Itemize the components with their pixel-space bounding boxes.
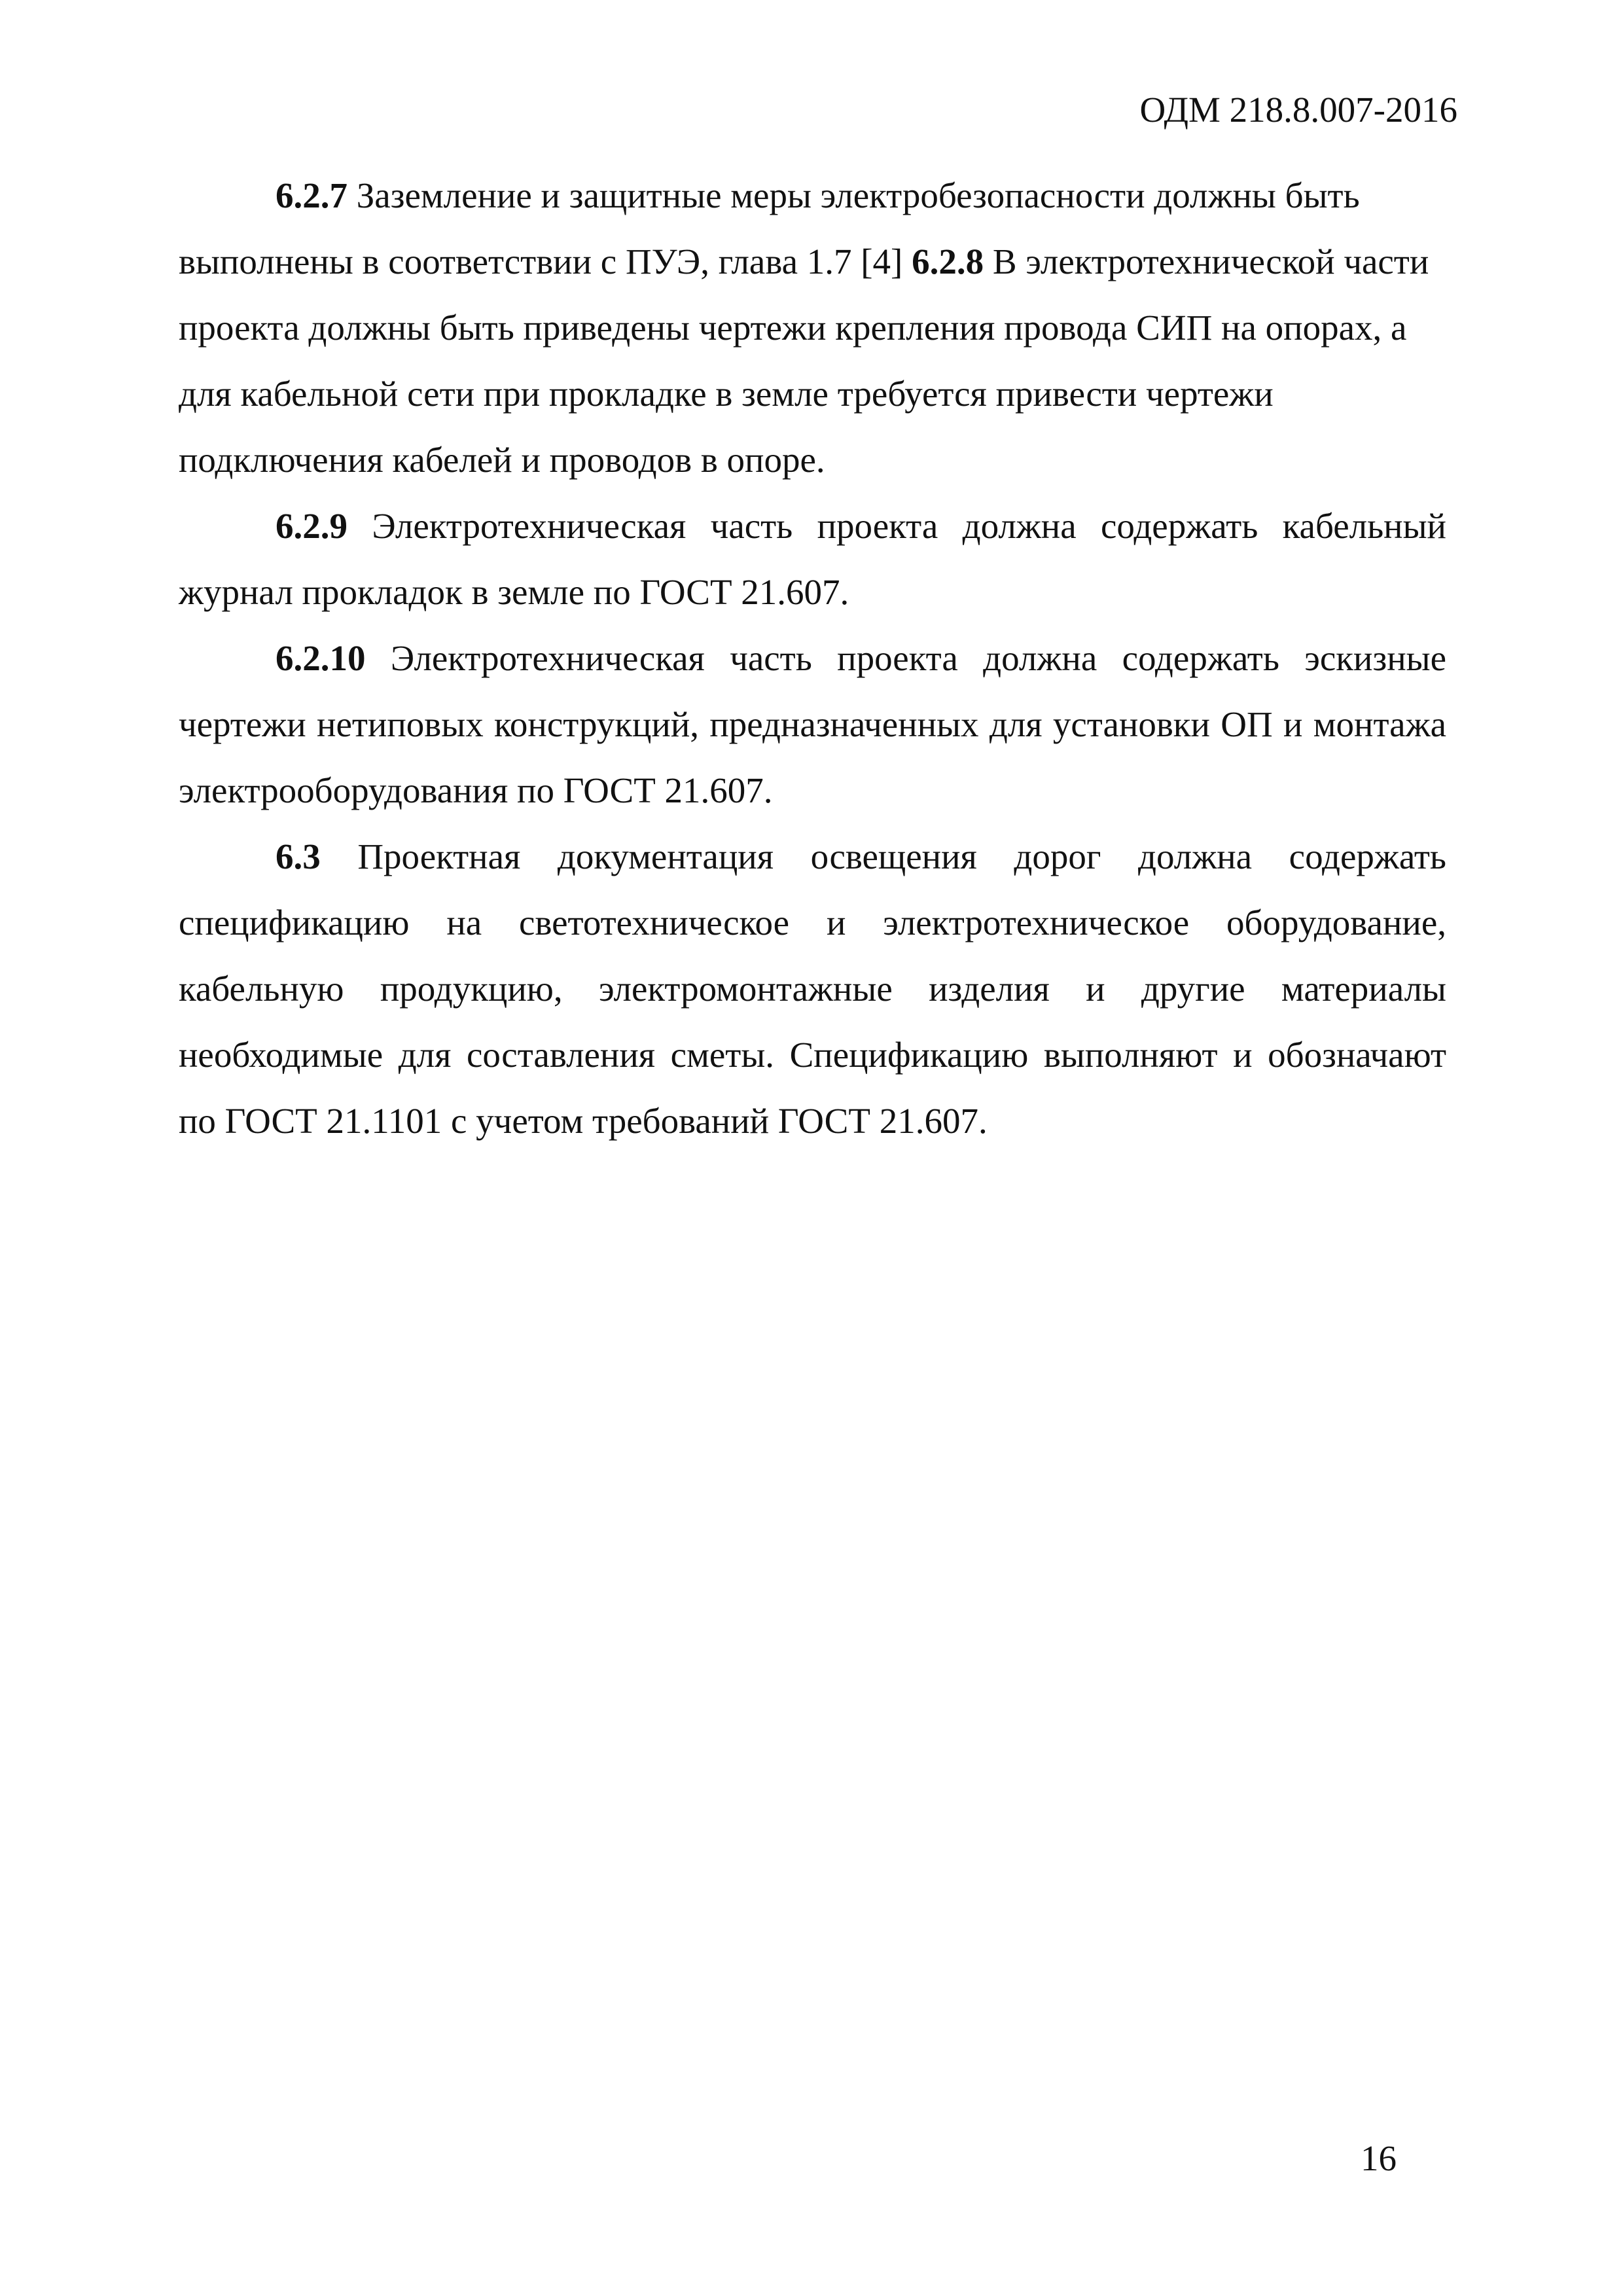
clause-number-6-2-10: 6.2.10	[276, 638, 366, 678]
clause-text-6-2-8: В электротехнической части проекта должны быть приведены чертежи крепления провода СИП на опорах, а для кабельной сети при прокладке в земле требуется привести чертежи подключения кабелей и проводов в опоре.	[179, 242, 1429, 480]
document-code: ОДМ 218.8.007-2016	[1139, 90, 1457, 130]
clause-text-6-2-10: Электротехническая часть проекта должна содержать эскизные чертежи нетиповых конструкций, предназначенных для установки ОП и монтажа электрооборудования по ГОСТ 21.607.	[179, 638, 1446, 810]
paragraph-6-2-7	[179, 162, 1446, 493]
clause-number-6-3: 6.3	[276, 836, 321, 876]
clause-text-6-2-7: Заземление и защитные меры электробезопасности должны быть выполнены в соответствии с ПУЭ, глава 1.7 [4]	[179, 175, 1360, 281]
clause-number-6-2-9: 6.2.9	[276, 506, 348, 546]
clause-number-6-2-8: 6.2.8	[912, 242, 984, 281]
paragraph-6-3	[179, 823, 1446, 1154]
clause-number-6-2-7: 6.2.7	[276, 175, 348, 215]
paragraph-6-2-10	[179, 625, 1446, 823]
paragraph-6-2-9	[179, 493, 1446, 625]
clause-text-6-2-9: Электротехническая часть проекта должна содержать кабельный журнал прокладок в земле по ГОСТ 21.607.	[179, 506, 1446, 612]
document-body	[179, 162, 1446, 1154]
page-number: 16	[1361, 2138, 1397, 2178]
clause-text-6-3: Проектная документация освещения дорог должна содержать спецификацию на светотехническое и электротехническое оборудование, кабельную продукцию, электромонтажные изделия и другие материалы необходимые для составления сметы. Спецификацию выполняют и обозначают по ГОСТ 21.1101 с учетом требований ГОСТ 21.607.	[179, 836, 1446, 1141]
